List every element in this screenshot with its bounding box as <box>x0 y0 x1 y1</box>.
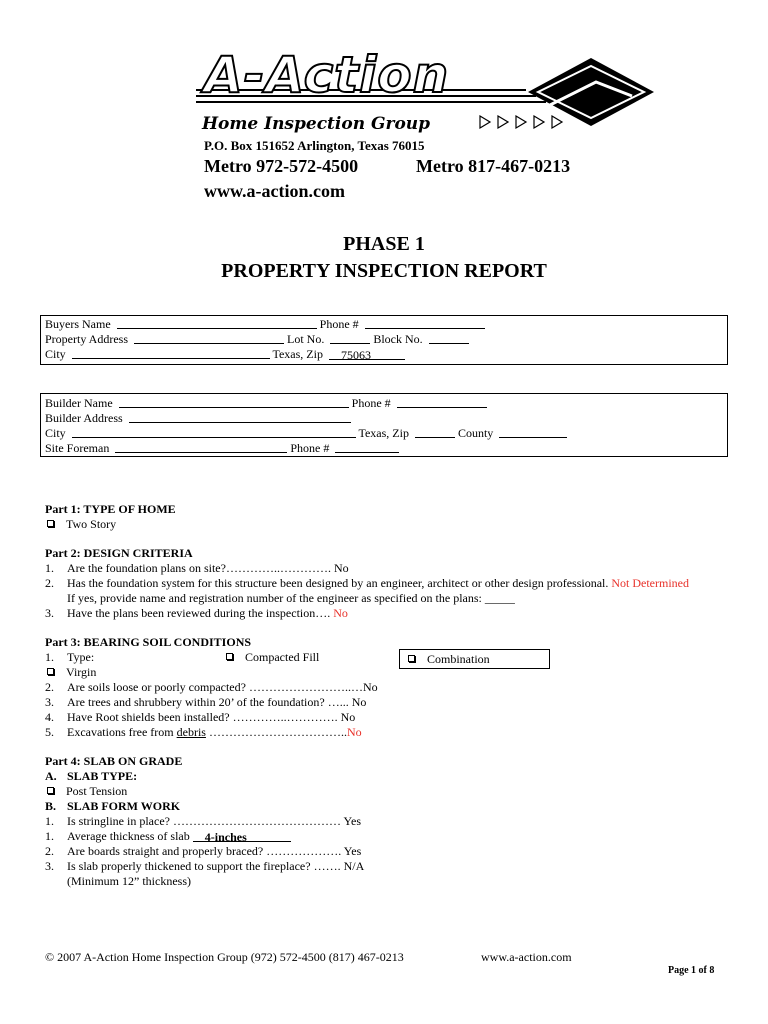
phone-metro-972: Metro 972-572-4500 <box>204 156 359 176</box>
part4-q3 <box>45 859 364 873</box>
builder-address-field[interactable] <box>129 411 351 423</box>
slab-thickness-field[interactable] <box>193 830 291 842</box>
part2-q1-number: 1. <box>45 561 54 575</box>
part3-q2-text: Are soils loose or poorly compacted? ……………………..…No <box>67 680 378 694</box>
part4-q2-number: 2. <box>45 844 54 858</box>
builder-name-field[interactable] <box>119 396 349 408</box>
part3-q4-text: Have Root shields been installed? …………..…………. No <box>67 710 356 724</box>
part4-q1-text: Is stringline in place? …………………………………… Yes <box>67 814 361 828</box>
part3-q4-number: 4. <box>45 710 54 724</box>
part2-q1-text: Are the foundation plans on site?…………..…………. No <box>67 561 349 575</box>
buyer-city-field[interactable] <box>72 347 270 359</box>
part2-q2 <box>45 576 689 590</box>
logo-text: A-Action <box>204 46 450 104</box>
company-address: P.O. Box 151652 Arlington, Texas 76015 <box>204 138 425 153</box>
part2-q3-number: 3. <box>45 606 54 620</box>
compacted-fill-label: Compacted Fill <box>245 650 320 664</box>
builder-address-row <box>45 411 351 425</box>
part4-q1b-number: 1. <box>45 829 54 843</box>
buyer-phone-field[interactable] <box>365 317 485 329</box>
builder-phone-label: Phone # <box>351 396 391 410</box>
post-tension-label: Post Tension <box>66 784 128 798</box>
virgin-option <box>45 665 96 679</box>
buyer-zip-field[interactable] <box>329 348 405 360</box>
part4-q2 <box>45 844 361 858</box>
part1-heading: Part 1: TYPE OF HOME <box>45 502 176 516</box>
part2-q3 <box>45 606 348 620</box>
builder-county-label: County <box>457 426 494 440</box>
slab-thickness-label: Average thickness of slab <box>67 829 190 843</box>
builder-city-label: City <box>45 426 66 440</box>
part2-q1 <box>45 561 349 575</box>
builder-texas-zip-label: Texas, Zip <box>358 426 409 440</box>
builder-phone-field[interactable] <box>397 396 487 408</box>
combination-option <box>408 652 490 666</box>
company-logo <box>196 46 656 138</box>
buyers-name-field[interactable] <box>117 317 317 329</box>
part3-q1 <box>45 650 94 664</box>
report-title: PROPERTY INSPECTION REPORT <box>221 260 547 282</box>
part4-q3-number: 3. <box>45 859 54 873</box>
part3-q3 <box>45 695 366 709</box>
lot-no-field[interactable] <box>330 332 370 344</box>
part3-q3-number: 3. <box>45 695 54 709</box>
company-website: www.a-action.com <box>204 181 345 201</box>
builder-county-field[interactable] <box>499 426 567 438</box>
combination-label: Combination <box>427 652 490 666</box>
builder-zip-field[interactable] <box>415 426 455 438</box>
buyers-name-label: Buyers Name <box>45 317 111 331</box>
part3-q1-text: Type: <box>67 650 95 664</box>
part2-q2-number: 2. <box>45 576 54 590</box>
builder-address-label: Builder Address <box>45 411 123 425</box>
part3-q4 <box>45 710 355 724</box>
buyer-city-row <box>45 347 405 361</box>
property-address-row <box>45 332 469 346</box>
part4-q1 <box>45 814 361 828</box>
slab-form-work-title: SLAB FORM WORK <box>67 799 181 813</box>
compacted-fill-checkbox[interactable] <box>226 653 233 660</box>
post-tension-option <box>45 784 127 798</box>
buyer-phone-label: Phone # <box>319 317 359 331</box>
builder-city-row <box>45 426 567 440</box>
part2-q2-followup: If yes, provide name and registration number of the engineer as specified on the plans: _____ <box>67 591 515 605</box>
part3-q5-number: 5. <box>45 725 54 739</box>
buyer-texas-zip-label: Texas, Zip <box>272 347 323 361</box>
combination-checkbox[interactable] <box>408 655 415 662</box>
buyer-city-label: City <box>45 347 66 361</box>
debris-link[interactable]: debris <box>176 725 206 739</box>
two-story-checkbox[interactable] <box>47 520 54 527</box>
buyers-name-row <box>45 317 485 331</box>
block-no-label: Block No. <box>373 332 423 346</box>
virgin-checkbox[interactable] <box>47 668 54 675</box>
block-no-field[interactable] <box>429 332 469 344</box>
foreman-phone-label: Phone # <box>290 441 330 455</box>
part4-q2-text: Are boards straight and properly braced? ………………. Yes <box>67 844 362 858</box>
phone-metro-817: Metro 817-467-0213 <box>416 156 571 176</box>
footer-website[interactable]: www.a-action.com <box>481 950 572 964</box>
page-number: Page 1 of 8 <box>668 965 715 976</box>
part3-q5-text: Excavations free from <box>67 725 174 739</box>
slab-type-title: SLAB TYPE: <box>67 769 138 783</box>
post-tension-checkbox[interactable] <box>47 787 54 794</box>
slab-thickness-value: 4-inches <box>204 830 247 844</box>
part4-heading: Part 4: SLAB ON GRADE <box>45 754 183 768</box>
part3-q5-answer: No <box>346 725 362 739</box>
part3-q2-number: 2. <box>45 680 54 694</box>
slab-type-heading <box>45 769 137 783</box>
part3-q3-text: Are trees and shrubbery within 20’ of the foundation? …... No <box>67 695 367 709</box>
part3-q2 <box>45 680 378 694</box>
slab-form-work-heading <box>45 799 180 813</box>
site-foreman-field[interactable] <box>115 441 287 453</box>
part3-q5 <box>45 725 362 739</box>
lot-no-label: Lot No. <box>287 332 325 346</box>
footer-copyright: © 2007 A-Action Home Inspection Group (972) 572-4500 (817) 467-0213 <box>45 950 404 964</box>
slab-form-work-letter: B. <box>45 799 57 813</box>
part3-q5-dots: …………………………….. <box>208 725 347 739</box>
part2-q2-text: Has the foundation system for this structure been designed by an engineer, architect or other design professional. <box>67 576 609 590</box>
part3-q1-number: 1. <box>45 650 54 664</box>
site-foreman-label: Site Foreman <box>45 441 110 455</box>
part2-q3-text: Have the plans been reviewed during the inspection…. <box>67 606 331 620</box>
part2-q3-answer: No <box>333 606 348 620</box>
part4-q3-text: Is slab properly thickened to support the fireplace? ……. N/A <box>67 859 365 873</box>
builder-name-label: Builder Name <box>45 396 113 410</box>
foreman-phone-field[interactable] <box>335 441 399 453</box>
two-story-label: Two Story <box>66 517 117 531</box>
site-foreman-row <box>45 441 399 455</box>
builder-city-field[interactable] <box>72 426 356 438</box>
logo-subtitle: Home Inspection Group <box>202 114 431 134</box>
part1-option-row <box>45 517 116 531</box>
property-address-label: Property Address <box>45 332 128 346</box>
builder-name-row <box>45 396 487 410</box>
report-phase-title: PHASE 1 <box>343 233 425 255</box>
virgin-label: Virgin <box>66 665 97 679</box>
part4-slab-thickness <box>45 829 291 843</box>
slab-type-letter: A. <box>45 769 57 783</box>
part3-heading: Part 3: BEARING SOIL CONDITIONS <box>45 635 252 649</box>
part2-q2-answer: Not Determined <box>611 576 690 590</box>
property-address-field[interactable] <box>134 332 284 344</box>
part2-heading: Part 2: DESIGN CRITERIA <box>45 546 193 560</box>
compacted-fill-option <box>226 650 319 664</box>
part4-q1-number: 1. <box>45 814 54 828</box>
buyer-zip-value: 75063 <box>340 348 371 362</box>
part4-q3-note: (Minimum 12” thickness) <box>67 874 191 888</box>
